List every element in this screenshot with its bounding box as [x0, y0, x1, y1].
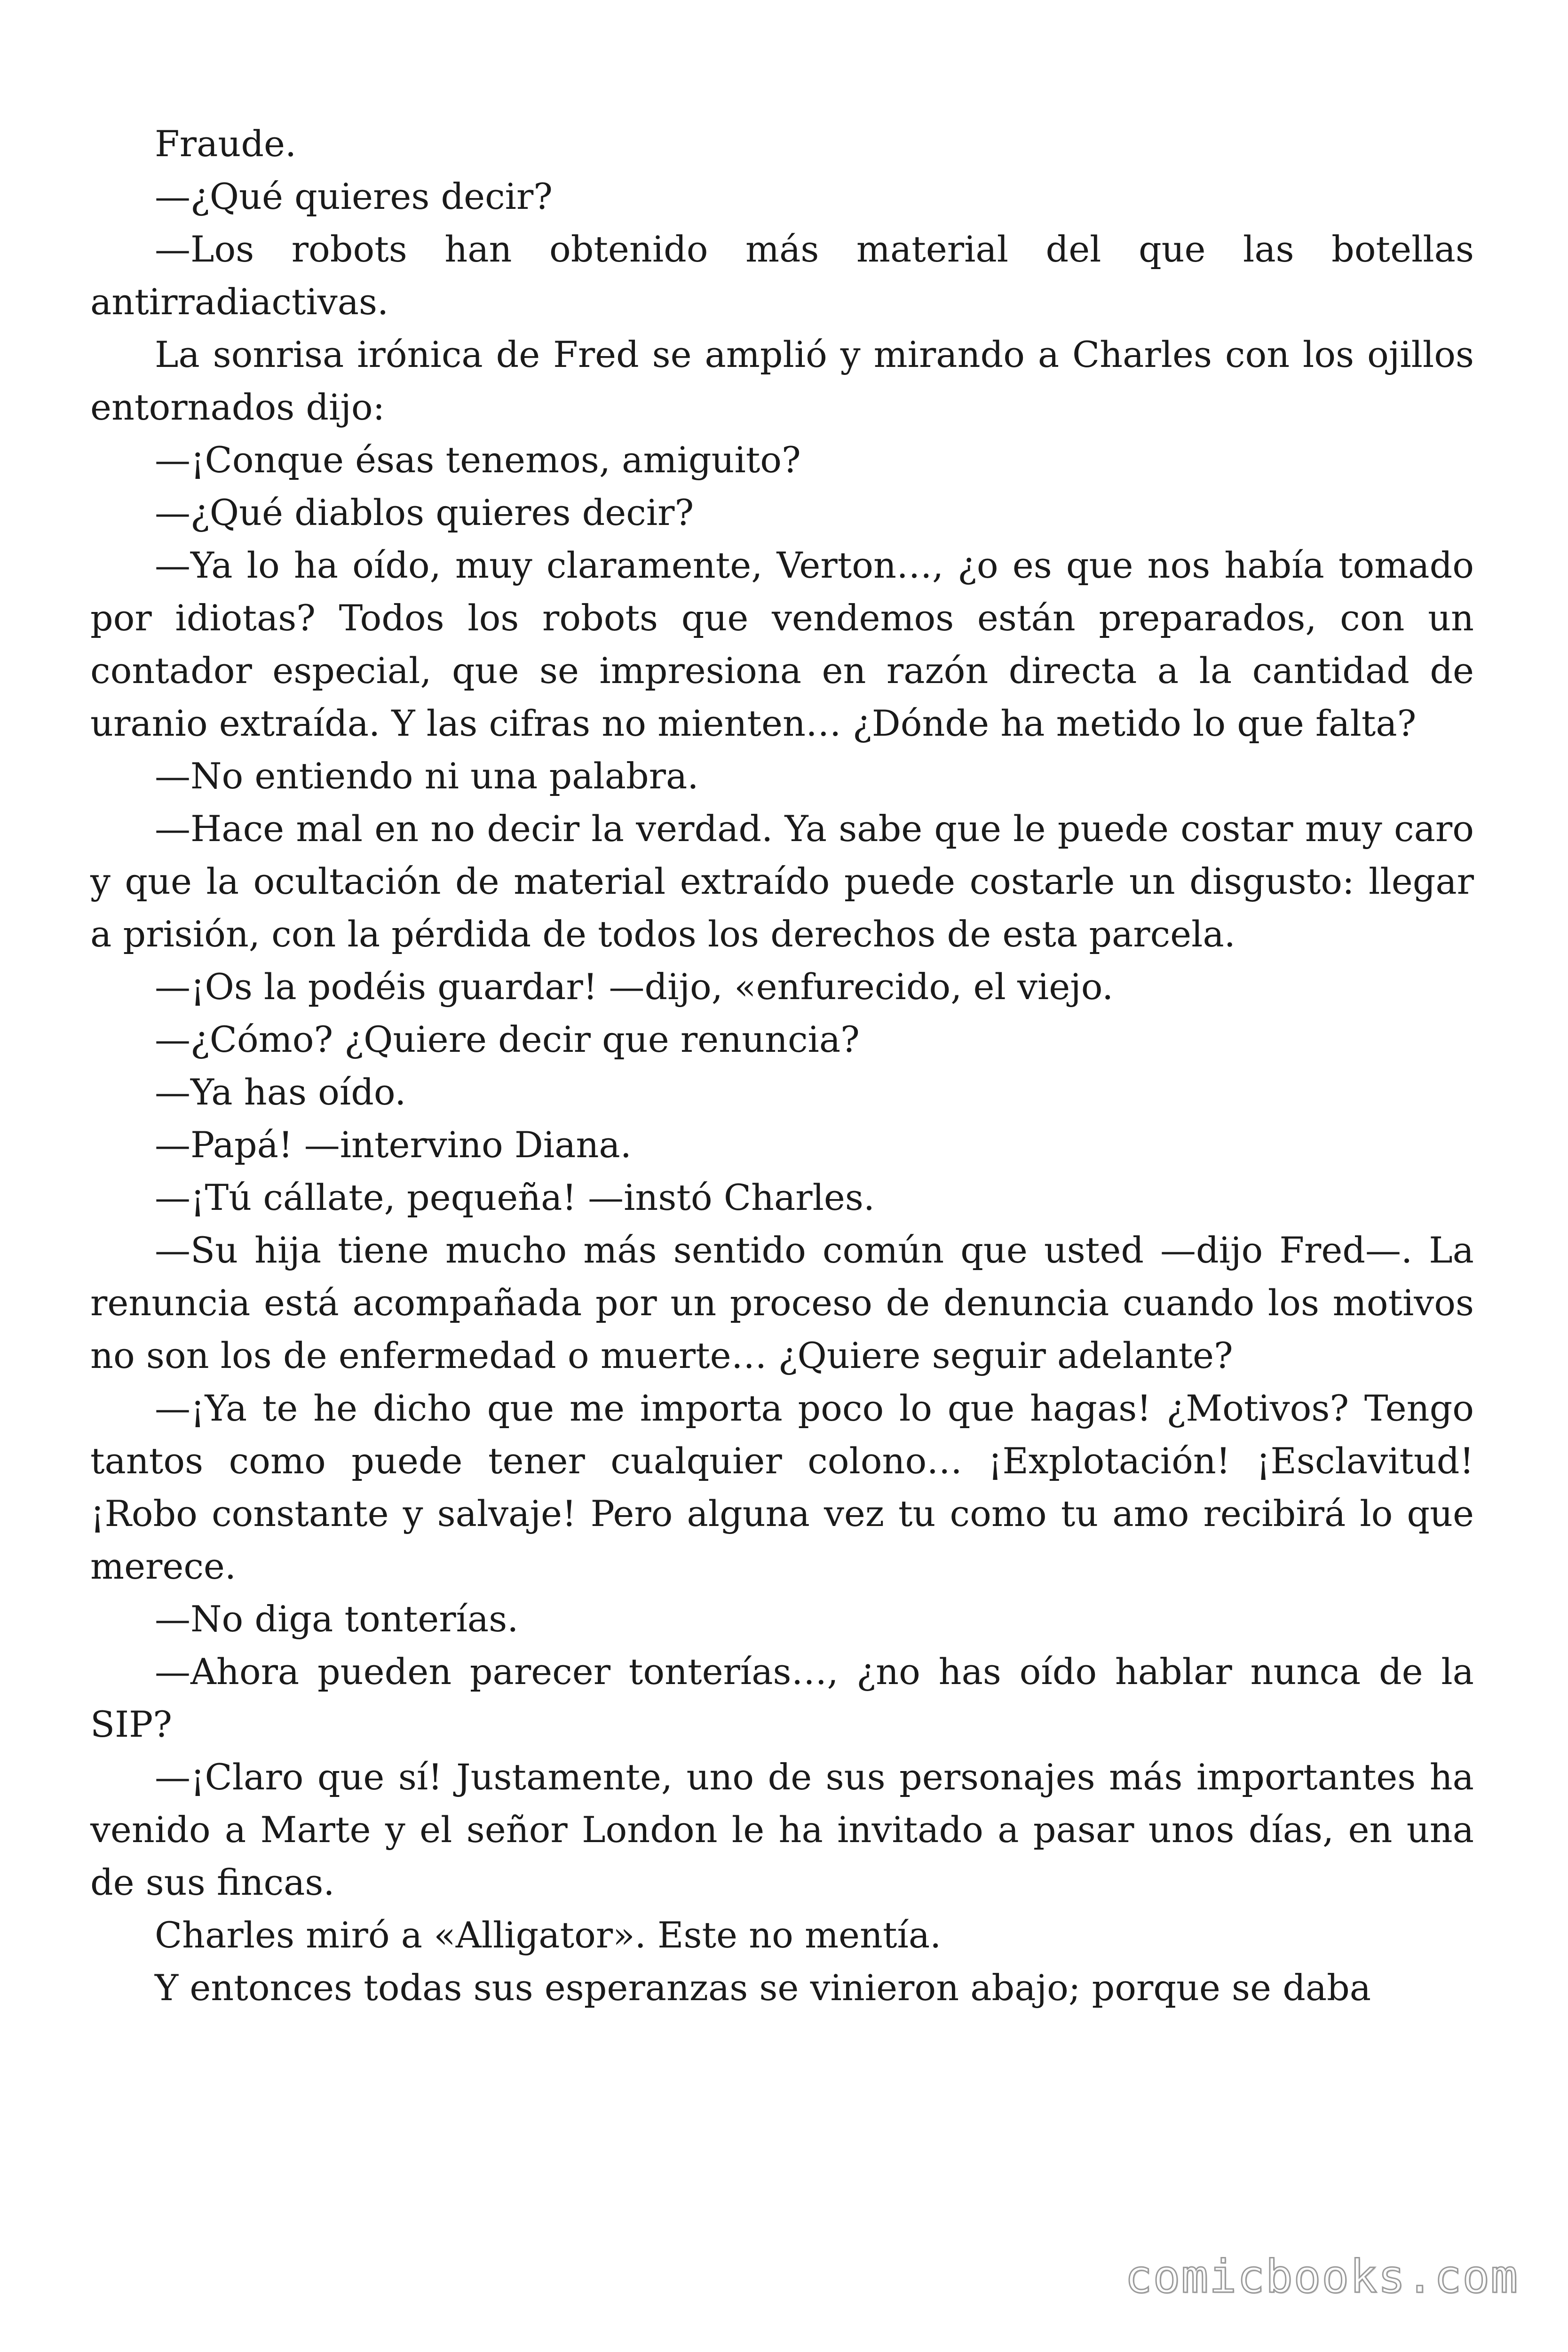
paragraph: —Hace mal en no decir la verdad. Ya sabe que le puede costar muy caro y que la ocultación de material extraído puede costarle un disgusto: llegar a prisión, con la pérdida de todos los derechos de esta parcela.: [90, 808, 1474, 955]
paragraph: —¿Cómo? ¿Quiere decir que renuncia?: [155, 1018, 860, 1060]
paragraph: Charles miró a «Alligator». Este no mentía.: [155, 1914, 942, 1956]
paragraph: La sonrisa irónica de Fred se amplió y mirando a Charles con los ojillos entornados dijo:: [90, 334, 1474, 428]
paragraph: —Ya has oído.: [155, 1071, 406, 1113]
paragraph: —¡Conque ésas tenemos, amiguito?: [155, 439, 801, 481]
page-text: [90, 118, 1474, 2014]
paragraph: —¡Tú cállate, pequeña! —instó Charles.: [155, 1176, 875, 1218]
paragraph: —Los robots han obtenido más material del que las botellas antirradiactivas.: [90, 228, 1474, 323]
paragraph: —¿Qué diablos quieres decir?: [155, 492, 694, 533]
watermark-logo: comicbooks.com: [1125, 2250, 1519, 2303]
paragraph: —No diga tonterías.: [155, 1598, 519, 1640]
paragraph: —Papá! —intervino Diana.: [155, 1124, 632, 1166]
paragraph: Y entonces todas sus esperanzas se vinieron abajo; porque se daba: [155, 1967, 1371, 2009]
paragraph: —¿Qué quieres decir?: [155, 175, 553, 217]
paragraph: —Ahora pueden parecer tonterías…, ¿no has oído hablar nunca de la SIP?: [90, 1651, 1474, 1745]
paragraph: —¡Ya te he dicho que me importa poco lo que hagas! ¿Motivos? Tengo tantos como puede tener cualquier colono… ¡Explotación! ¡Esclavitud! ¡Robo constante y salvaje! Pero alguna vez tu como tu amo recibirá lo que merece.: [90, 1387, 1474, 1587]
paragraph: —Su hija tiene mucho más sentido común que usted —dijo Fred—. La renuncia está acompañada por un proceso de denuncia cuando los motivos no son los de enfermedad o muerte… ¿Quiere seguir adelante?: [90, 1229, 1474, 1376]
paragraph: Fraude.: [155, 123, 297, 165]
paragraph: —¡Os la podéis guardar! —dijo, «enfurecido, el viejo.: [155, 966, 1114, 1008]
paragraph: —¡Claro que sí! Justamente, uno de sus personajes más importantes ha venido a Marte y el señor London le ha invitado a pasar unos días, en una de sus fincas.: [90, 1756, 1474, 1903]
paragraph: —No entiendo ni una palabra.: [155, 755, 699, 797]
paragraph: —Ya lo ha oído, muy claramente, Verton…, ¿o es que nos había tomado por idiotas? Todos los robots que vendemos están preparados, con un contador especial, que se impresiona en razón directa a la cantidad de uranio extraída. Y las cifras no mienten… ¿Dónde ha metido lo que falta?: [90, 544, 1474, 744]
